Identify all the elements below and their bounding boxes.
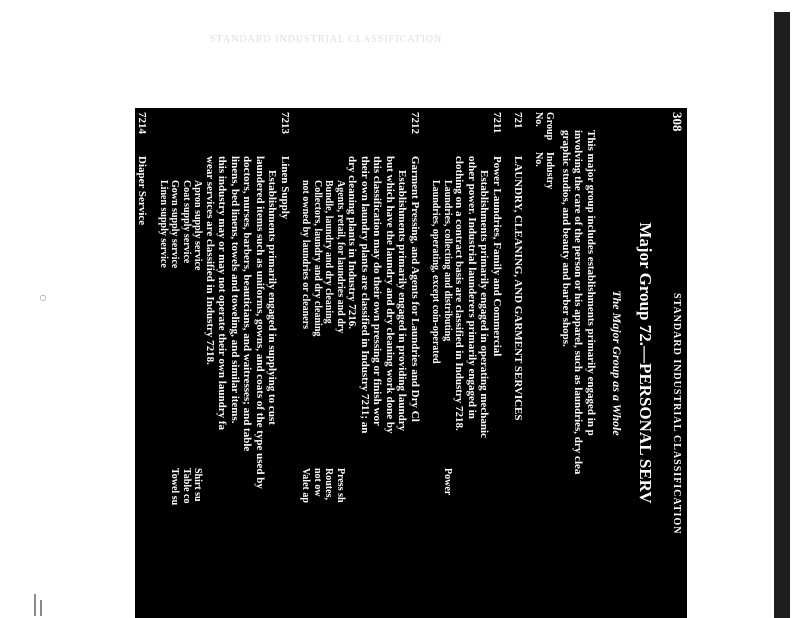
running-head: STANDARD INDUSTRIAL CLASSIFICATION xyxy=(671,293,682,535)
description-line: laundered items such as uniforms, gowns, and coats of the type used by xyxy=(254,156,266,489)
page-number: 308 xyxy=(670,112,685,132)
intro-paragraph xyxy=(560,112,598,618)
entry-heading xyxy=(512,112,525,618)
index-item: Apron supply service xyxy=(192,180,204,271)
entry-heading xyxy=(409,112,422,618)
major-group-subtitle: The Major Group as a Whole xyxy=(610,290,624,436)
index-item: Press sh xyxy=(335,468,346,503)
index-item: Gown supply service xyxy=(169,180,181,269)
industry-no-header: Industry No. xyxy=(533,152,556,190)
rotated-page-content xyxy=(135,108,687,618)
index-items-left xyxy=(158,180,204,460)
description-line: this industry may or may not operate their own laundry fa xyxy=(216,156,229,430)
industry-code: 7214 xyxy=(136,112,149,134)
intro-line: involving the care of the person or his apparel, such as laundries, dry clea xyxy=(572,130,585,475)
scanned-page xyxy=(135,108,687,618)
index-items-right xyxy=(158,468,204,505)
column-headers xyxy=(534,112,556,618)
index-items xyxy=(430,180,453,618)
index-item: Linen supply service xyxy=(158,180,169,268)
page-header xyxy=(663,108,683,618)
index-item: Agents, retail, for laundries and dry xyxy=(335,180,346,334)
index-items-left xyxy=(300,180,346,460)
index-item: Table co xyxy=(181,468,192,504)
industry-entry xyxy=(512,112,525,618)
description-line: clothing on a contract basis are classified in Industry 7218. xyxy=(453,156,466,431)
index-item: Valet ap xyxy=(300,468,312,503)
entry-heading xyxy=(136,112,149,618)
industry-description xyxy=(453,156,491,618)
industry-title: LAUNDRY, CLEANING, AND GARMENT SERVICES xyxy=(512,156,525,421)
description-line: wear services are classified in Industry 7218. xyxy=(204,156,216,365)
description-line: Establishments primarily engaged in providing laundry xyxy=(396,170,409,432)
index-item: Laundries, operating, except coin-operated xyxy=(430,180,442,364)
industry-title: Garment Pressing, and Agents for Laundries and Dry Cl xyxy=(409,156,421,422)
index-item: not owned by laundries or cleaners xyxy=(300,180,312,329)
description-line: linens, bed linens, towels and toweling, and similar items. xyxy=(229,156,241,424)
industry-entry xyxy=(430,112,503,618)
industry-entry xyxy=(158,112,292,618)
scan-edge-mark xyxy=(34,594,36,616)
industry-code: 7211 xyxy=(491,112,503,134)
index-items xyxy=(158,180,204,618)
industry-code: 7213 xyxy=(279,112,291,134)
industry-description xyxy=(135,156,136,618)
description-line: other power. Industrial launderers primarily engaged in xyxy=(466,156,478,419)
binding-mark: ○ xyxy=(35,293,51,303)
major-group-title: Major Group 72.—PERSONAL SERV xyxy=(636,222,655,504)
scan-edge-mark xyxy=(40,600,42,616)
group-no-header: Group No. xyxy=(533,112,556,141)
industry-code: 721 xyxy=(512,112,525,129)
index-item: Shirt su xyxy=(192,468,204,502)
industry-entry xyxy=(300,112,421,618)
index-item: Towel su xyxy=(169,468,181,506)
index-items-right xyxy=(430,468,453,495)
industry-title: Power Laundries, Family and Commercial xyxy=(491,156,503,357)
industry-description xyxy=(204,156,279,618)
index-items-right xyxy=(300,468,346,503)
industry-title: Linen Supply xyxy=(279,156,291,220)
description-line: this classification may do their own pressing or finish wor xyxy=(371,156,384,426)
index-item: Coat supply service xyxy=(181,180,192,264)
index-item: Power xyxy=(442,468,453,496)
entry-heading xyxy=(279,112,292,618)
industry-entries xyxy=(135,108,525,618)
entry-heading xyxy=(491,112,504,618)
index-item: Bundle, laundry and dry cleaning xyxy=(323,180,335,324)
index-items-left xyxy=(430,180,453,460)
description-line xyxy=(135,156,136,618)
index-item: Laundries, collecting and distributing xyxy=(442,180,453,342)
industry-code: 7212 xyxy=(409,112,421,134)
index-items xyxy=(300,180,346,618)
scan-edge-bar xyxy=(774,12,790,618)
index-item: Routes, xyxy=(323,468,335,500)
description-line: but which have the laundry and dry cleaning work done by xyxy=(384,156,396,434)
description-line: Establishments primarily engaged in operating mechanic xyxy=(478,170,491,438)
description-line: their own laundry plants are classified in Industry 7211; an xyxy=(359,156,371,434)
index-item: Collectors, laundry and dry cleaning xyxy=(312,180,323,337)
description-line: doctors, nurses, barbers, beauticians, and waitresses; and table xyxy=(241,156,254,452)
intro-line: graphic studios, and beauty and barber shops. xyxy=(560,130,572,347)
index-item: not ow xyxy=(312,468,323,497)
description-line: Establishments primarily engaged in supplying to cust xyxy=(266,170,279,425)
description-line: dry cleaning plants in Industry 7216. xyxy=(346,156,359,329)
bleed-through-text: STANDARD INDUSTRIAL CLASSIFICATION xyxy=(210,34,443,45)
industry-entry xyxy=(135,112,149,618)
industry-title: Diaper Service xyxy=(136,156,149,226)
intro-line: This major group includes establishments primarily engaged in p xyxy=(585,130,597,436)
industry-description xyxy=(346,156,409,618)
